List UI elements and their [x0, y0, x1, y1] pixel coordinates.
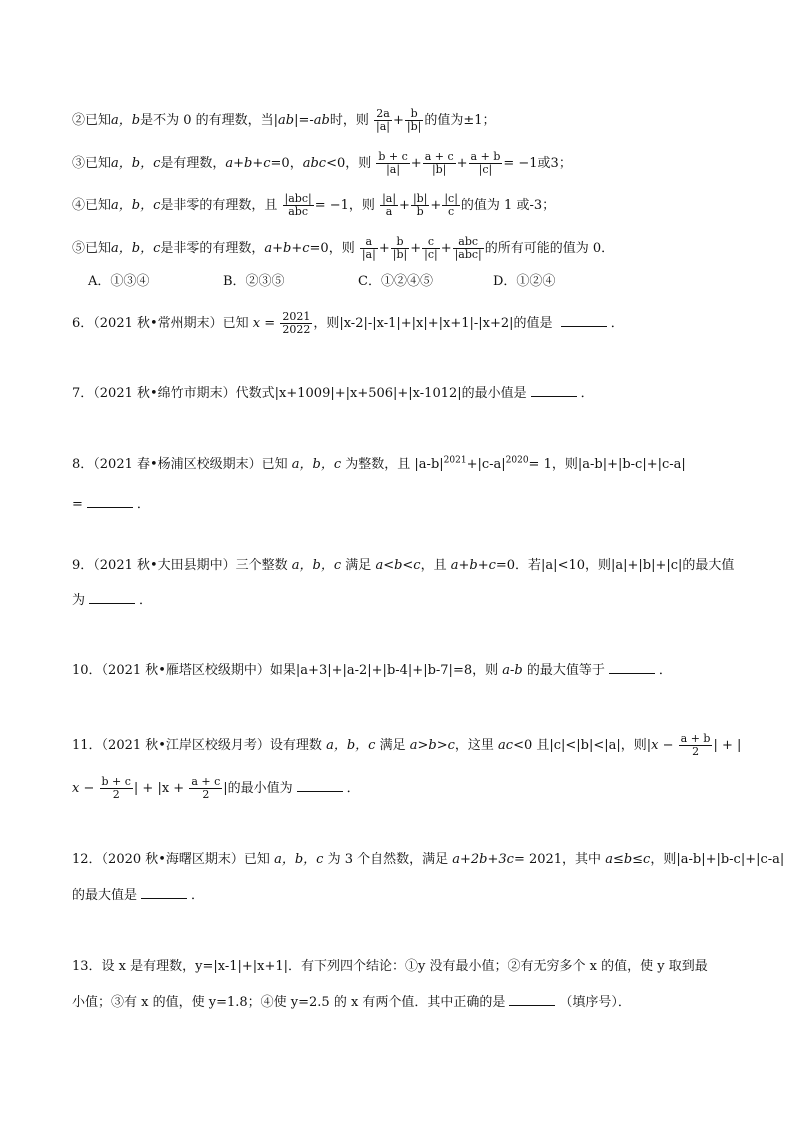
option-a: A．①③④: [88, 274, 150, 289]
question-13: [72, 958, 708, 976]
fraction: [374, 108, 392, 133]
expression: ac: [498, 738, 514, 753]
expression: x −: [72, 781, 95, 796]
fraction: [283, 193, 314, 218]
text: <0 且|c|<|b|<|a|，则|: [513, 738, 652, 753]
text: =0．若|a|<10，则|a|+|b|+|c|的最大值: [495, 558, 735, 573]
expression: a≤b≤c: [605, 852, 651, 867]
option-d: D．①②④: [493, 274, 556, 289]
denominator: 2: [692, 745, 700, 758]
expression: a+b+c: [225, 156, 271, 171]
expression: a+b+c: [264, 241, 310, 256]
text: = −1，则: [314, 198, 375, 213]
question-10: [72, 661, 672, 680]
statement-4: ④已知a，b，c是非零的有理数，且 $\frac{\text{|abc|}}{\text{abc}}$ = −1，则 $\frac{|a|}{a}$ + $\frac{|b|}{b}$ + $\frac{|c|}{c}$ 的值为 1 或-3；: [72, 192, 556, 218]
fraction: [360, 236, 378, 261]
text: =: [72, 497, 83, 512]
variables: a，b，c: [291, 558, 342, 573]
denominator: c: [448, 205, 455, 218]
text: |的最小值为: [223, 781, 293, 796]
text: =0，: [270, 156, 303, 171]
expression: a>b>c: [409, 738, 455, 753]
denominator: |c|: [478, 163, 493, 176]
answer-options: [88, 273, 628, 291]
text: | + |: [713, 738, 742, 753]
fraction: [376, 151, 409, 176]
fraction: [469, 151, 503, 176]
numerator: a + c: [424, 150, 454, 163]
text: 7．（2021 秋•绵竹市期末）代数式|x+1009|+|x+506|+|x-1012|的最小值是: [72, 386, 527, 401]
text: 小值；③有 x 的值，使 y=1.8；④使 y=2.5 的 x 有两个值．其中正确的是: [72, 995, 506, 1010]
option-b: B．②③⑤: [223, 274, 285, 289]
numerator: 2021: [282, 310, 311, 323]
plus-sign: +: [392, 113, 404, 128]
question-11-line-2: [72, 776, 360, 801]
expression: a-b: [502, 663, 523, 678]
denominator: 2022: [282, 323, 311, 336]
fraction: [423, 151, 456, 176]
text: 是非零的有理数，且: [160, 198, 278, 213]
question-7: [72, 384, 594, 403]
text: 时，则: [329, 113, 369, 128]
numerator: b: [391, 236, 409, 249]
text: ．: [658, 663, 672, 678]
answer-blank[interactable]: [531, 384, 577, 397]
numerator: |c|: [444, 192, 458, 205]
numerator: abc: [453, 236, 484, 249]
fraction: [100, 776, 133, 801]
text: ②已知: [72, 113, 112, 128]
text: ．: [580, 386, 594, 401]
text: 为: [72, 593, 86, 608]
question-13-line-2: [72, 993, 631, 1012]
text: ，且: [420, 558, 447, 573]
denominator: |b|: [406, 120, 422, 133]
fraction: [411, 193, 429, 218]
text: ，则|x-2|-|x-1|+|x|+|x+1|-|x+2|的值是: [313, 316, 553, 331]
text: ⑤已知: [72, 241, 112, 256]
text: ．: [136, 497, 150, 512]
numerator: |a|: [382, 192, 397, 205]
text: +|c-a|: [466, 457, 506, 472]
answer-blank[interactable]: [297, 779, 343, 792]
denominator: abc: [288, 205, 308, 218]
text: 是有理数，: [160, 156, 226, 171]
text: ④已知: [72, 198, 112, 213]
fraction: [380, 193, 398, 218]
variables: a，b，c: [111, 156, 161, 171]
numerator: b + c: [101, 775, 131, 788]
denominator: b: [416, 205, 424, 218]
text: ，这里: [454, 738, 494, 753]
variables: a，b，c: [274, 852, 324, 867]
text: 是不为 0 的有理数，当: [140, 113, 274, 128]
text: 的最大值是: [72, 888, 138, 903]
question-12: [72, 851, 784, 869]
text: ．: [346, 781, 360, 796]
text: 13．设 x 是有理数，y=|x-1|+|x+1|．有下列四个结论：①y 没有最小值；②有无穷多个 x 的值，使 y 取到最: [72, 959, 708, 974]
numerator: a + b: [470, 150, 501, 163]
text: 满足: [345, 558, 372, 573]
denominator: |b|: [392, 248, 408, 261]
variables: a，b，c: [326, 738, 376, 753]
text: ．: [191, 888, 205, 903]
question-8: [72, 456, 686, 474]
question-6: [72, 311, 624, 336]
denominator: |a|: [386, 163, 401, 176]
statement-3: ③已知a，b，c是有理数，a+b+c=0，abc<0，则 $\frac{b + c}{|a|}$ + $\frac{a + c}{|b|}$ + $\frac{a + b}{|c|}$ = −1或3；: [72, 150, 572, 176]
variables: a，b，c: [291, 457, 342, 472]
fraction: [391, 236, 409, 261]
numerator: |abc|: [284, 192, 312, 205]
fraction: [405, 108, 423, 133]
answer-blank[interactable]: [89, 591, 135, 604]
text: =0，则: [309, 241, 355, 256]
fraction: [442, 193, 460, 218]
text: 的最大值等于: [526, 663, 605, 678]
text: 6．（2021 秋•常州期末）已知: [72, 316, 249, 331]
text: 的所有可能的值为 0．: [484, 241, 615, 256]
text: | + |x +: [133, 781, 185, 796]
text: ③已知: [72, 156, 112, 171]
denominator: |b|: [431, 163, 447, 176]
text: = −1或3；: [503, 156, 572, 171]
text: ．: [139, 593, 153, 608]
numerator: b + c: [378, 150, 408, 163]
numerator: 2a: [374, 108, 392, 121]
text: = 2021，其中: [513, 852, 602, 867]
expression: a+b+c: [450, 558, 496, 573]
numerator: b: [405, 108, 423, 121]
fraction: [422, 236, 440, 261]
denominator: 2: [112, 788, 120, 801]
text: 为 3 个自然数，满足: [327, 852, 449, 867]
answer-blank[interactable]: [561, 314, 607, 327]
numerator: c: [422, 236, 440, 249]
text: <0，则: [326, 156, 372, 171]
text: 是非零的有理数，: [160, 241, 265, 256]
answer-blank[interactable]: [87, 495, 133, 508]
text: 的值为±1；: [424, 113, 496, 128]
option-c: C．①②④⑤: [358, 274, 433, 289]
text: =: [264, 316, 276, 331]
text: （填序号）．: [559, 995, 631, 1010]
text: 10．（2021 秋•雁塔区校级期中）如果|a+3|+|a-2|+|b-4|+|b-7|=8，则: [72, 663, 499, 678]
question-11: [72, 733, 741, 758]
expression: a<b<c: [375, 558, 421, 573]
exponent: 2021: [443, 455, 467, 466]
expression: x −: [651, 738, 674, 753]
question-8-line-2: [72, 495, 150, 514]
expression: |ab|=-ab: [273, 113, 330, 128]
answer-blank[interactable]: [509, 993, 555, 1006]
denominator: 2: [202, 788, 210, 801]
denominator: |c|: [424, 248, 438, 261]
variables: a，b，c: [111, 241, 161, 256]
denominator: |abc|: [454, 248, 482, 261]
numerator: a + b: [680, 732, 711, 745]
expression: abc: [302, 156, 327, 171]
denominator: a: [385, 205, 393, 218]
question-9: [72, 557, 734, 575]
text: 为整数，且 |a-b|: [345, 457, 444, 472]
denominator: |a|: [376, 120, 390, 133]
variables: a，b: [111, 113, 141, 128]
fraction: [453, 236, 484, 261]
numerator: a: [360, 236, 378, 249]
fraction: [189, 776, 222, 801]
text: ．: [610, 316, 624, 331]
text: = 1，则|a-b|+|b-c|+|c-a|: [528, 457, 686, 472]
answer-blank[interactable]: [609, 661, 655, 674]
fraction: [280, 311, 312, 336]
expression: a+2b+3c: [452, 852, 514, 867]
exponent: 2020: [505, 455, 529, 466]
fraction: [679, 733, 713, 758]
text: 满足: [379, 738, 406, 753]
denominator: |a|: [361, 248, 376, 261]
variable: x: [252, 316, 261, 331]
text: 12．（2020 秋•海曙区期末）已知: [72, 852, 270, 867]
text: 11．（2021 秋•江岸区校级月考）设有理数: [72, 738, 322, 753]
text: 的值为 1 或-3；: [460, 198, 556, 213]
text: ，则|a-b|+|b-c|+|c-a|: [650, 852, 785, 867]
answer-blank[interactable]: [141, 886, 187, 899]
numerator: a + c: [191, 775, 221, 788]
question-12-line-2: [72, 886, 204, 905]
statement-5: ⑤已知a，b，c是非零的有理数，a+b+c=0，则 $\frac{a}{|a|}$ + $\frac{b}{|b|}$ + $\frac{c}{|c|}$ + $\frac{\text{abc}}{\text{|abc|}}$ 的所有可能的值为 0．: [72, 235, 615, 261]
variables: a，b，c: [111, 198, 161, 213]
text: 8．（2021 春•杨浦区校级期末）已知: [72, 457, 288, 472]
text: 9．（2021 秋•大田县期中）三个整数: [72, 558, 288, 573]
numerator: |b|: [412, 192, 428, 205]
statement-2: [72, 108, 496, 133]
question-9-line-2: [72, 591, 152, 610]
